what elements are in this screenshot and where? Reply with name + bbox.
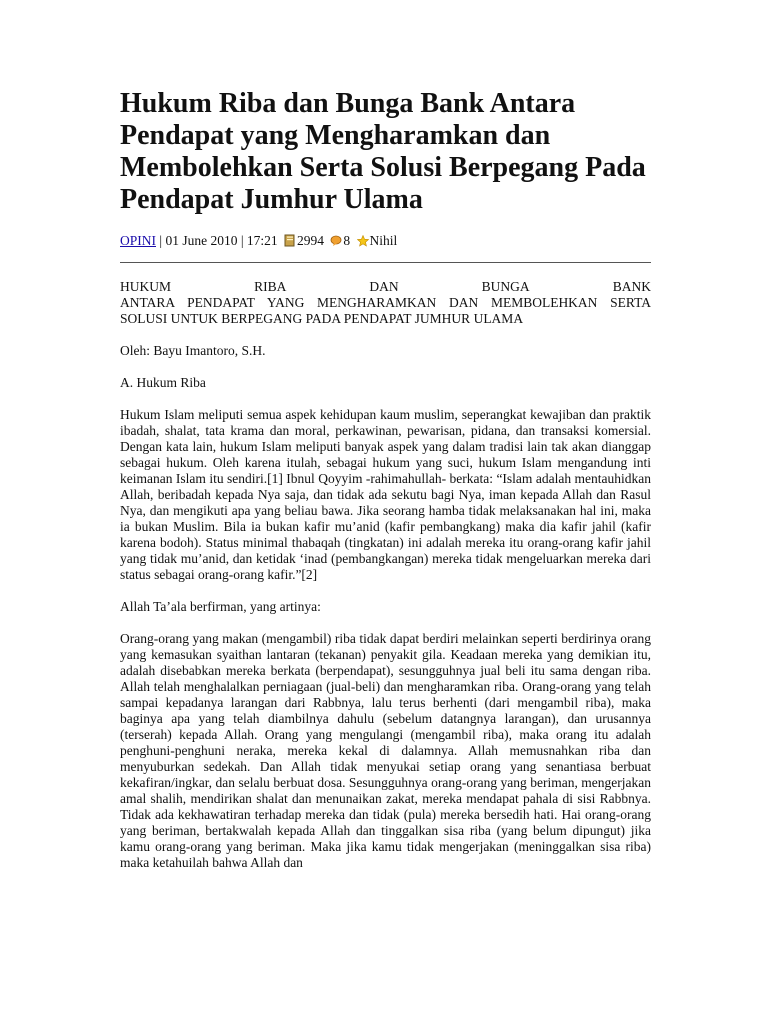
book-icon [284, 234, 296, 252]
author-line: Oleh: Bayu Imantoro, S.H. [120, 343, 266, 358]
comment-bubble-icon [330, 234, 342, 252]
rating-value: Nihil [369, 233, 398, 248]
article-body [120, 279, 651, 887]
paragraph: Orang-orang yang makan (mengambil) riba tidak dapat berdiri melainkan seperti berdirinya orang yang kemasukan syaithan lantaran (tekanan) penyakit gila. Keadaan mereka yang demikian itu, adalah disebabkan mereka berkata (berpendapat), sesungguhnya jual beli itu sama dengan riba. Allah telah menghalalkan perniagaan (jual-beli) dan mengharamkan riba. Orang-orang yang telah sampai kepadanya larangan dari Rabbnya, lalu terus berhenti (dari mengambil riba), maka baginya apa yang telah diambilnya dahulu (sebelum datangnya larangan), dan urusannya (terserah) kepada Allah. Orang yang mengulangi (mengambil riba), maka orang itu adalah penghuni-penghuni neraka, mereka kekal di dalamnya. Allah memusnahkan riba dan menyuburkan sedekah. Dan Allah tidak menyukai setiap orang yang senantiasa berbuat kekafiran/ingkar, dan selalu berbuat dosa. Sesungguhnya orang-orang yang beriman, mengerjakan amal shalih, mendirikan shalat dan menunaikan zakat, mereka mendapat pahala di sisi Rabbnya. Tidak ada kekhawatiran terhadap mereka dan tidak (pula) mereka bersedih hati. Hai orang-orang yang beriman, bertakwalah kepada Allah dan tinggalkan sisa riba (yang belum dipungut) jika kamu orang-orang yang beriman. Maka jika kamu tidak mengerjakan (meninggalkan sisa riba) maka ketahuilah bahwa Allah dan [120, 631, 651, 870]
views-count: 2994 [297, 233, 325, 248]
divider [120, 262, 651, 263]
article-heading [120, 279, 651, 327]
heading-line-3: SOLUSI UNTUK BERPEGANG PADA PENDAPAT JUMHUR ULAMA [120, 311, 524, 326]
article-title: Hukum Riba dan Bunga Bank Antara Pendapat yang Mengharamkan dan Membolehkan Serta Solusi Berpegang Pada Pendapat Jumhur Ulama [120, 88, 646, 215]
comments-count: 8 [343, 233, 351, 248]
paragraph: Allah Ta’ala berfirman, yang artinya: [120, 599, 321, 614]
section-heading: A. Hukum Riba [120, 375, 206, 390]
date-time: | 01 June 2010 | 17:21 [159, 233, 278, 248]
paragraph: Hukum Islam meliputi semua aspek kehidupan kaum muslim, seperangkat kewajiban dan praktik ibadah, shalat, tata krama dan moral, perkawinan, pewarisan, pidana, dan transaksi komersial. Dengan kata lain, hukum Islam meliputi banyak aspek yang dalam tradisi lain tak akan dianggap sebagai hukum. Oleh karena itulah, sebagai hukum yang suci, hukum Islam mengandung inti keimanan Islam itu sendiri.[1] Ibnul Qoyyim -rahimahullah- berkata: “Islam adalah mentauhidkan Allah, beribadah kepada Nya saja, dan tidak ada sekutu bagi Nya, iman kepada Allah dan Rasul Nya, dan mengikuti apa yang beliau bawa. Jika seorang hamba tidak melaksanakan hal ini, maka ia bukan Muslim. Bila ia bukan kafir mu’anid (kafir pembangkang) maka dia kafir jahil (kafir karena bodoh). Status minimal thabaqah (tingkatan) ini adalah mereka itu orang-orang kafir jahil yang tidak mu’anid, dan ketidak ‘inad (pembangkangan) mereka tidak mengeluarkan mereka dari status sebagai orang-orang kafir.”[2] [120, 407, 651, 582]
star-icon [357, 234, 369, 252]
heading-line-1: HUKUM RIBA DAN BUNGA BANK [120, 279, 651, 294]
heading-line-2: ANTARA PENDAPAT YANG MENGHARAMKAN DAN MEMBOLEHKAN SERTA [120, 295, 651, 310]
category-link[interactable]: OPINI [120, 233, 156, 248]
article-meta [120, 232, 397, 252]
